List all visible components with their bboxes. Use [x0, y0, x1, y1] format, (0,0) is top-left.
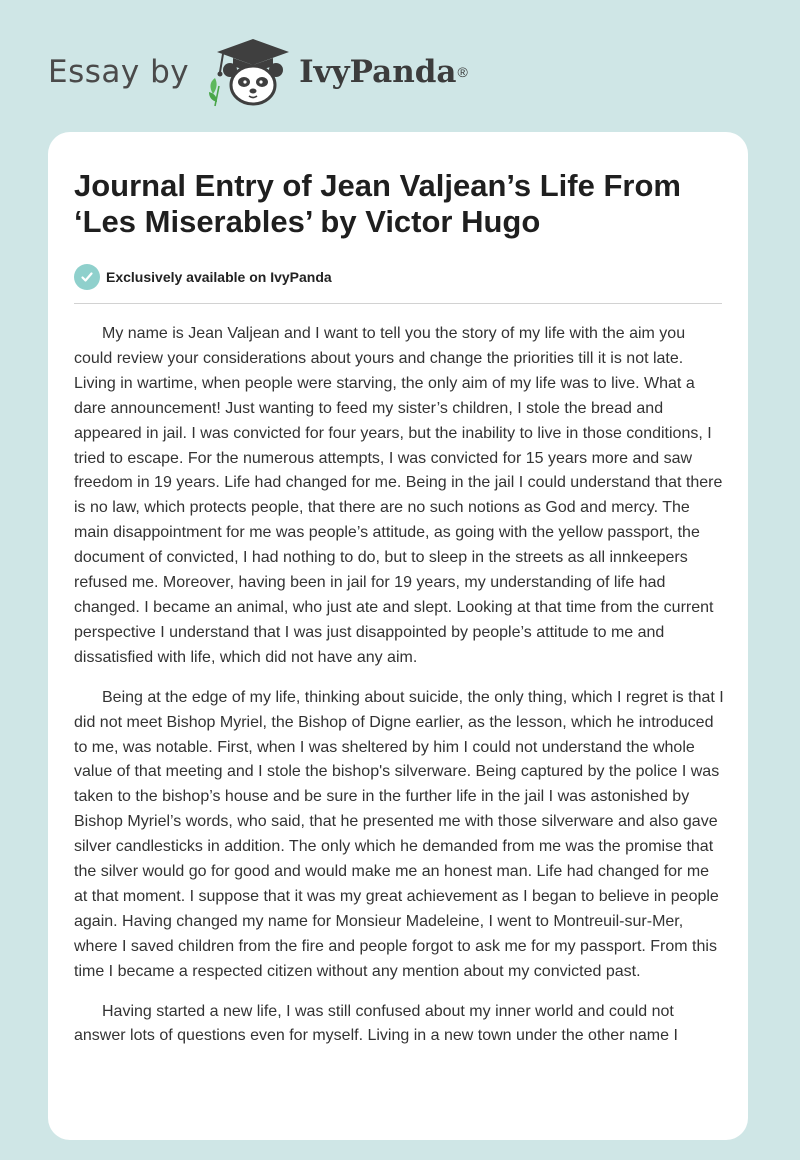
essay-paragraph: Having started a new life, I was still confused about my inner world and could not answer lots of questions even for myself. Living in a new town under the other name I: [74, 1002, 678, 1045]
site-header: [48, 36, 508, 108]
essay-paragraph: Being at the edge of my life, thinking about suicide, the only thing, which I regret is that I did not meet Bishop Myriel, the Bishop of Digne earlier, as the lesson, which he introduced to me, was notable. First, when I was sheltered by him I could not understand the whole value of that meeting and I stole the bishop's silverware. Being captured by the police I was taken to the bishop’s house and be sure in the further life in the jail I was astonished by Bishop Myriel’s words, who said, that he presented me with those silverware and also gave silver candlesticks in addition. The only which he demanded from me was the promise that the silver would go for good and would make me an honest man. Life had changed for me at that moment. I suppose that it was my great achievement as I began to believe in people again. Having changed my name for Monsieur Madeleine, I went to Montreuil-sur-Mer, where I saved children from the fire and people forgot to ask me for my passport. From this time I became a respected citizen without any mention about my convicted past.: [74, 688, 724, 980]
essay-paragraph: My name is Jean Valjean and I want to tell you the story of my life with the aim you could review your considerations about yours and change the priorities till it is not late. Living in wartime, when people were starving, the only aim of my life was to live. What a dare announcement! Just wanting to feed my sister’s children, I stole the bread and appeared in jail. I was convicted for four years, but the inability to live in those conditions, I tried to escape. For the numerous attempts, I was convicted for 15 years more and saw freedom in 19 years. Life had changed for me. Being in the jail I could understand that there is no law, which protects people, that there are no such notions as God and mercy. The main disappointment for me was people’s attitude, as going with the yellow passport, the document of convicted, I had nothing to do, but to sleep in the streets as all innkeepers refused me. Moreover, having been in jail for 19 years, my understanding of life had changed. I became an animal, who just ate and slept. Looking at that time from the current perspective I understand that I was just disappointed by people’s attitude to me and dissatisfied with life, which did not have any aim.: [74, 325, 723, 666]
brand-name[interactable]: IvyPanda: [299, 54, 457, 90]
badge-label: Exclusively available on IvyPanda: [106, 269, 332, 285]
exclusive-badge: [74, 264, 332, 290]
panda-graduate-icon[interactable]: [203, 36, 295, 108]
essay-title: Journal Entry of Jean Valjean’s Life From ‘Les Miserables’ by Victor Hugo: [74, 168, 681, 239]
checkmark-icon: [74, 264, 100, 290]
essay-body: [74, 322, 724, 1064]
brand-prefix: Essay by: [48, 54, 190, 90]
divider: [74, 303, 722, 304]
registered-mark: ®: [457, 64, 468, 80]
essay-card: [48, 132, 748, 1140]
